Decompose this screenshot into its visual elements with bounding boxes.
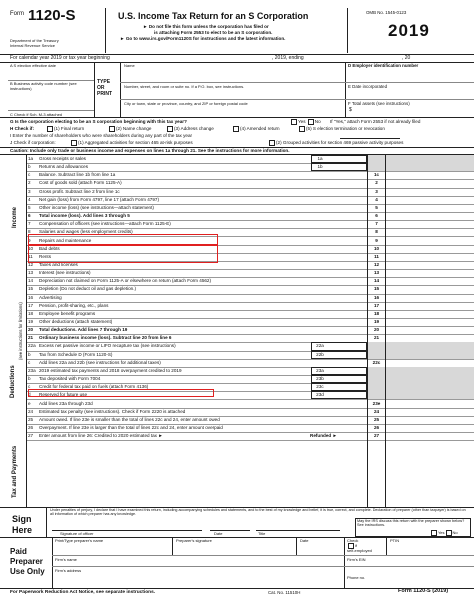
- instruction-1: ► Do not file this form unless the corporation has filed or: [143, 24, 269, 29]
- title-label: Title: [258, 531, 266, 536]
- line-number: 14: [28, 278, 34, 284]
- mid-box-label: 1a: [317, 156, 323, 161]
- line-number: 13: [28, 270, 34, 276]
- date-incorporated-label: E Date incorporated: [348, 84, 388, 89]
- form-line: [0, 179, 474, 187]
- form-line: [0, 196, 474, 204]
- line-text: Other income (loss) (see instructions—attach statement): [39, 204, 154, 210]
- form-line: [0, 188, 474, 196]
- firm-ein-label: Firm's EIN: [347, 557, 366, 562]
- question-h: H Check if:: [10, 126, 34, 131]
- right-box-label: 5: [375, 204, 378, 210]
- line-text: Advertising: [39, 294, 62, 300]
- line-number: 9: [28, 237, 31, 243]
- shaded-cell: [368, 351, 474, 359]
- type-or-print: TYPE OR PRINT: [97, 79, 112, 97]
- amount-field[interactable]: [386, 204, 474, 212]
- line-number: b: [28, 376, 31, 382]
- line-text: Net gain (loss) from Form 4797, line 17 (attach Form 4797): [39, 196, 159, 202]
- line-number: 18: [28, 310, 34, 316]
- irs-text: Internal Revenue Service: [10, 43, 55, 48]
- dollar-sign: $: [349, 107, 352, 113]
- name-label: Name: [124, 63, 135, 68]
- shaded-cell: [368, 342, 474, 350]
- mid-amount-field[interactable]: [311, 375, 367, 383]
- highlight-line-22a: [28, 389, 214, 397]
- check-label: Check: [347, 538, 359, 543]
- line-text: Total income (loss). Add lines 3 through 5: [39, 213, 130, 219]
- footer-paperwork: For Paperwork Reduction Act Notice, see separate instructions.: [10, 590, 156, 595]
- amended-return-checkbox[interactable]: [233, 126, 239, 132]
- self-employed-label: self-employed: [347, 548, 372, 553]
- sign-date-label: Date: [214, 531, 223, 536]
- form-line: [0, 220, 474, 228]
- right-box-label: 27: [373, 433, 380, 439]
- h1-label: (1) Final return: [54, 126, 85, 132]
- line-text: Taxes and licenses: [39, 261, 78, 267]
- line-number: 4: [28, 196, 31, 202]
- right-box-label: 20: [373, 327, 380, 333]
- discuss-yes-checkbox[interactable]: [431, 530, 437, 536]
- h3-label: (3) Address change: [174, 126, 214, 132]
- shaded-cell: [368, 375, 474, 383]
- line-number: 10: [28, 245, 34, 251]
- amount-field[interactable]: [386, 359, 474, 367]
- g-no-label: No: [314, 119, 321, 125]
- line-number: 12: [28, 261, 34, 267]
- aggregated-activities-checkbox[interactable]: [71, 140, 77, 146]
- amount-field[interactable]: [386, 416, 474, 424]
- signature-officer-label: Signature of officer: [60, 531, 94, 536]
- form-label: Form: [10, 11, 24, 17]
- amount-field[interactable]: [386, 302, 474, 310]
- amount-field[interactable]: [386, 269, 474, 277]
- question-i: I Enter the number of shareholders who were shareholders during any part of the tax year: [10, 133, 193, 138]
- form-line: [0, 318, 474, 326]
- line-number: 17: [28, 302, 34, 308]
- form-line: [0, 155, 474, 163]
- address-change-checkbox[interactable]: [167, 126, 173, 132]
- if-label: if: [355, 543, 357, 549]
- firm-name-label: Firm's name: [55, 557, 77, 562]
- amount-field[interactable]: [386, 196, 474, 204]
- field-b-label: B Business activity code number (see instructions): [10, 81, 77, 91]
- line-text: Salaries and wages (less employment credits): [39, 229, 133, 235]
- form-line: [0, 269, 474, 277]
- mid-amount-field[interactable]: [311, 383, 367, 391]
- ein-label: D Employer identification number: [348, 63, 419, 68]
- caution-text: Caution: Include only trade or business income and expenses on lines 1a through 21. See the instructions for more information.: [10, 148, 290, 153]
- shaded-cell: [368, 367, 474, 375]
- line-text: Add lines 22a and 22b (see instructions for additional taxes): [39, 359, 161, 365]
- g-yes-checkbox[interactable]: [291, 119, 297, 125]
- line-text: Tax deposited with Form 7004: [39, 376, 101, 382]
- line-text: Gross receipts or sales: [39, 156, 86, 161]
- right-box-label: 13: [373, 270, 380, 276]
- phone-label: Phone no.: [347, 575, 366, 580]
- line-number: 1a: [28, 156, 34, 161]
- mid-amount-field[interactable]: [311, 391, 367, 399]
- line-number: d: [28, 392, 31, 398]
- deductions-note: (see instructions for limitations): [18, 302, 23, 360]
- right-box-label: 11: [374, 253, 379, 259]
- amount-field[interactable]: [386, 408, 474, 416]
- form-line: [0, 285, 474, 293]
- income-section-label: Income: [12, 206, 18, 228]
- line-tail: Refunded ►: [310, 433, 338, 439]
- form-line: [0, 294, 474, 302]
- shaded-cell: [368, 155, 474, 163]
- form-line: [0, 408, 474, 416]
- amount-field[interactable]: [386, 400, 474, 408]
- j1-label: (1) Aggregated activities for section 465 at-risk purposes: [78, 140, 193, 146]
- line-text: Compensation of officers (see instructions—attach Form 1125-E): [39, 221, 171, 227]
- line-text: Interest (see instructions): [39, 270, 91, 276]
- right-box-label: 10: [373, 245, 380, 251]
- line-text: Credit for federal tax paid on fuels (attach Form 4136): [39, 384, 149, 390]
- amount-field[interactable]: [386, 171, 474, 179]
- right-box-label: 22c: [372, 359, 381, 365]
- field-c-label: C Check if Sch. M-3 attached: [10, 112, 63, 117]
- line-text: Gross profit. Subtract line 2 from line 1c: [39, 188, 120, 194]
- mid-amount-field[interactable]: [311, 163, 367, 171]
- deductions-section-label: Deductions: [10, 365, 16, 398]
- line-text: Pension, profit-sharing, etc., plans: [39, 302, 109, 308]
- line-number: c: [28, 359, 31, 365]
- h2-label: (2) Name change: [116, 126, 152, 132]
- highlight-lines-7-8: [28, 245, 218, 263]
- line-number: 6: [28, 213, 31, 219]
- right-box-label: 21: [373, 335, 380, 341]
- line-number: 20: [28, 327, 34, 333]
- line-text: Balance. Subtract line 1b from line 1a: [39, 172, 116, 178]
- line-number: e: [28, 400, 31, 406]
- right-box-label: 24: [373, 408, 380, 414]
- form-line: [0, 432, 474, 440]
- line-number: c: [28, 172, 31, 178]
- right-box-label: 26: [373, 424, 380, 430]
- form-line: [0, 163, 474, 171]
- amount-field[interactable]: [386, 261, 474, 269]
- form-header: [8, 8, 468, 54]
- paid-label: Paid: [10, 547, 27, 556]
- mid-amount-field[interactable]: [311, 155, 367, 163]
- mid-amount-field[interactable]: [311, 367, 367, 375]
- right-box-label: 1c: [373, 172, 380, 178]
- form-line: [0, 367, 474, 375]
- ptin-label: PTIN: [390, 538, 400, 543]
- name-change-checkbox[interactable]: [109, 126, 115, 132]
- form-line: [0, 424, 474, 432]
- amount-field[interactable]: [386, 310, 474, 318]
- form-line: [0, 400, 474, 408]
- sign-label: Sign: [12, 514, 32, 524]
- form-line: [0, 351, 474, 359]
- line-text: Returns and allowances: [39, 164, 89, 170]
- right-box-label: 16: [373, 294, 380, 300]
- question-g: G Is the corporation electing to be an S corporation beginning with this tax year?: [10, 119, 187, 124]
- amount-field[interactable]: [386, 318, 474, 326]
- line-number: 25: [28, 416, 34, 422]
- right-box-label: 12: [373, 261, 380, 267]
- form-number: 1120-S: [28, 7, 76, 24]
- preparer-date-label: Date: [300, 538, 309, 543]
- line-text: Excess net passive income or LIFO recapture tax (see instructions): [39, 343, 176, 349]
- preparer-name-label: Print/Type preparer's name: [55, 538, 104, 543]
- h5-label: (5) S election termination or revocation: [306, 126, 385, 132]
- right-box-label: 3: [375, 188, 378, 194]
- footer-cat: Cat. No. 11510H: [268, 590, 301, 595]
- right-box-label: 23e: [372, 400, 381, 406]
- line-text: 2019 estimated tax payments and 2018 overpayment credited to 2019: [39, 367, 182, 373]
- amount-field[interactable]: [386, 285, 474, 293]
- line-number: b: [28, 351, 31, 357]
- line-number: c: [28, 384, 31, 390]
- h4-label: (4) Amended return: [240, 126, 280, 132]
- amount-field[interactable]: [386, 326, 474, 334]
- right-box-label: 9: [375, 237, 378, 243]
- line-number: 15: [28, 286, 34, 292]
- amount-field[interactable]: [386, 237, 474, 245]
- tax-section-label: Tax and Payments: [12, 445, 18, 498]
- line-number: 11: [28, 253, 33, 259]
- street-label: Number, street, and room or suite no. If a P.O. box, see instructions.: [124, 84, 245, 89]
- discuss-no-label: No: [452, 530, 458, 536]
- right-box-label: 4: [375, 196, 378, 202]
- line-text: Amount owed. If line 23e is smaller than the total of lines 22c and 24, enter amount owed: [39, 416, 220, 422]
- mid-box-label: 1b: [317, 164, 323, 170]
- calendar-ending: , 2019, ending: [272, 55, 304, 61]
- mid-box-label: 23a: [316, 367, 324, 373]
- discuss-no-checkbox[interactable]: [446, 530, 452, 536]
- amount-field[interactable]: [386, 432, 474, 440]
- dept-text: Department of the Treasury: [10, 38, 59, 43]
- s-election-termination-checkbox[interactable]: [299, 126, 305, 132]
- form-line: [0, 375, 474, 383]
- line-text: Bad debts: [39, 245, 60, 251]
- shareholders-input[interactable]: [340, 138, 400, 139]
- line-number: 16: [28, 294, 34, 300]
- calendar-yr: , 20: [402, 55, 411, 61]
- right-box-label: 19: [373, 319, 380, 324]
- question-j: J Check if corporation:: [10, 140, 56, 145]
- amount-field[interactable]: [386, 228, 474, 236]
- highlight-line-6: [28, 234, 218, 245]
- shaded-cell: [368, 391, 474, 399]
- line-number: 22a: [28, 343, 36, 349]
- mid-box-label: 22a: [316, 343, 324, 349]
- instruction-2: is attaching Form 2553 to elect to be an S corporation.: [154, 30, 273, 35]
- line-text: Overpayment. If line 23e is larger than the total of lines 22c and 24, enter amount overpaid: [39, 424, 223, 430]
- right-box-label: 2: [375, 180, 378, 186]
- line-text: Ordinary business income (loss). Subtract line 20 from line 6: [39, 335, 172, 341]
- form-line: [0, 334, 474, 342]
- discuss-yes-label: Yes: [438, 530, 445, 536]
- mid-box-label: 23d: [316, 392, 324, 398]
- right-box-label: 17: [373, 302, 380, 308]
- total-assets-label: F Total assets (see instructions): [348, 101, 410, 106]
- line-text: Repairs and maintenance: [39, 237, 92, 243]
- footer-form: Form 1120-S (2019): [398, 588, 449, 594]
- form-line: [0, 310, 474, 318]
- line-text: Cost of goods sold (attach Form 1125-A): [39, 180, 122, 186]
- line-text: Total deductions. Add lines 7 through 19: [39, 327, 128, 333]
- line-number: 8: [28, 229, 31, 235]
- right-box-label: 8: [375, 229, 378, 235]
- line-text: Tax from Schedule D (Form 1120-S): [39, 351, 113, 357]
- final-return-checkbox[interactable]: [47, 126, 53, 132]
- tax-year: 2019: [388, 21, 430, 40]
- form-line: [0, 212, 474, 220]
- amount-field[interactable]: [386, 188, 474, 196]
- mid-box-label: 23b: [316, 376, 324, 382]
- perjury-statement: Under penalties of perjury, I declare that I have examined this return, including accompanying schedules and statements, and to the best of my knowledge and belief, it is true, correct, and complete. Declaration of preparer (other than taxpayer) is based on all information of which preparer has any knowledge.: [50, 508, 466, 517]
- use-only-label: Use Only: [10, 567, 45, 576]
- amount-field[interactable]: [386, 277, 474, 285]
- line-text: Enter amount from line 26: Credited to 2020 estimated tax ►: [39, 433, 163, 439]
- line-number: 3: [28, 188, 31, 194]
- calendar-year-text: For calendar year 2019 or tax year beginning: [10, 55, 110, 61]
- line-text: Depletion (Do not deduct oil and gas depletion.): [39, 286, 137, 292]
- irs-discuss-text: May the IRS discuss this return with the preparer shown below? See instructions.: [357, 519, 465, 528]
- form-line: [0, 302, 474, 310]
- line-text: Add lines 23a through 23d: [39, 400, 93, 406]
- line-text: Reserved for future use: [39, 392, 88, 398]
- amount-field[interactable]: [386, 179, 474, 187]
- line-number: 19: [28, 319, 34, 324]
- line-text: Other deductions (attach statement): [39, 319, 113, 324]
- mid-amount-field[interactable]: [311, 342, 367, 350]
- line-number: 5: [28, 204, 31, 210]
- form-line: [0, 342, 474, 350]
- amount-field[interactable]: [386, 212, 474, 220]
- line-text: Employee benefit programs: [39, 310, 96, 316]
- shaded-cell: [368, 383, 474, 391]
- g-no-checkbox[interactable]: [308, 119, 314, 125]
- form-line: [0, 326, 474, 334]
- amount-field[interactable]: [386, 245, 474, 253]
- line-number: 2: [28, 180, 31, 186]
- omb-number: OMB No. 1545-0123: [366, 10, 407, 15]
- form-line: [0, 359, 474, 367]
- right-box-label: 25: [373, 416, 380, 422]
- line-number: 26: [28, 424, 34, 430]
- mid-box-label: 23c: [316, 384, 324, 390]
- line-number: 21: [28, 335, 34, 341]
- mid-amount-field[interactable]: [311, 351, 367, 359]
- shaded-cell: [368, 163, 474, 171]
- right-box-label: 18: [373, 310, 380, 316]
- form-title: U.S. Income Tax Return for an S Corporation: [118, 11, 309, 21]
- line-number: 27: [28, 433, 34, 439]
- line-text: Estimated tax penalty (see instructions). Check if Form 2220 is attached: [39, 408, 186, 414]
- right-box-label: 14: [373, 278, 380, 284]
- g-tail: If "Yes," attach Form 2553 if not already filed: [330, 119, 421, 124]
- form-line: [0, 416, 474, 424]
- line-text: Rents: [39, 253, 52, 259]
- officer-title-field[interactable]: [256, 530, 340, 531]
- amount-field[interactable]: [386, 253, 474, 261]
- preparer-label: Preparer: [10, 557, 43, 566]
- g-yes-label: Yes: [298, 119, 306, 125]
- amount-field[interactable]: [386, 424, 474, 432]
- amount-field[interactable]: [386, 294, 474, 302]
- right-box-label: 7: [375, 221, 378, 227]
- form-line: [0, 277, 474, 285]
- j2-label: (2) Grouped activities for section 469 passive activity purposes: [276, 140, 404, 146]
- question-g-options: [290, 119, 321, 125]
- grouped-activities-checkbox[interactable]: [269, 140, 275, 146]
- form-line: [0, 204, 474, 212]
- line-number: b: [28, 164, 31, 170]
- line-text: Depreciation not claimed on Form 1125-A or elsewhere on return (attach Form 4562): [39, 278, 212, 284]
- line-number: 24: [28, 408, 34, 414]
- line-number: 23a: [28, 367, 36, 373]
- preparer-sig-label: Preparer's signature: [176, 538, 212, 543]
- form-line: [0, 171, 474, 179]
- instruction-3: ► Go to www.irs.gov/Form1120S for instructions and the latest information.: [120, 36, 286, 41]
- amount-field[interactable]: [386, 220, 474, 228]
- firm-address-label: Firm's address: [55, 568, 82, 573]
- city-label: City or town, state or province, country, and ZIP or foreign postal code: [124, 101, 248, 106]
- right-box-label: 15: [373, 286, 380, 292]
- right-box-label: 6: [375, 213, 378, 219]
- here-label: Here: [12, 525, 33, 535]
- line-number: 7: [28, 221, 31, 227]
- amount-field[interactable]: [386, 334, 474, 342]
- mid-box-label: 22b: [316, 351, 324, 357]
- field-a-label: A S election effective date: [10, 63, 56, 68]
